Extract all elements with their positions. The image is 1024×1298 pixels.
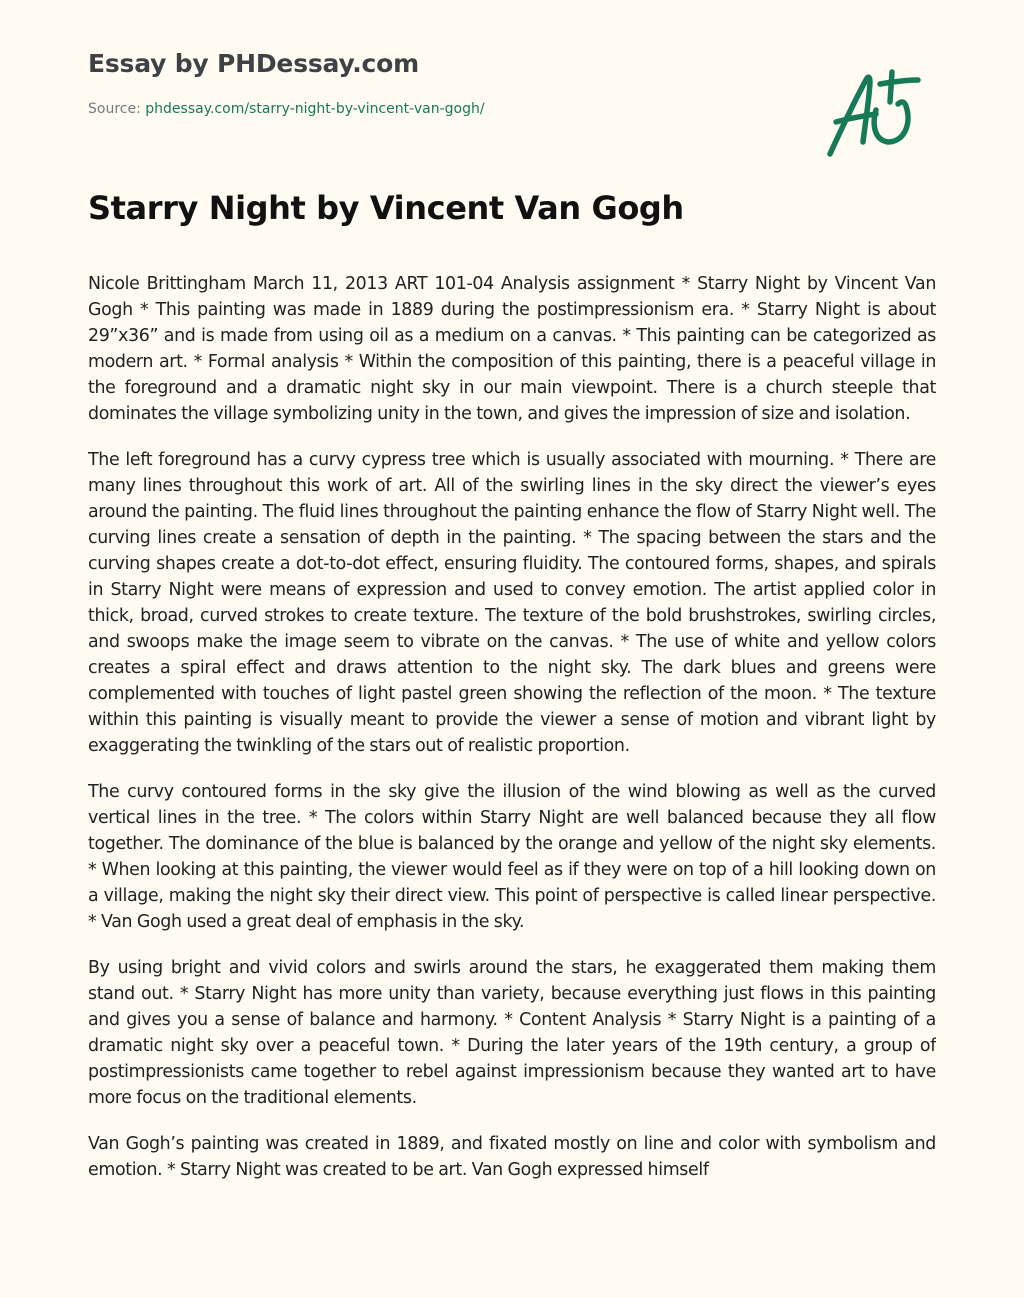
page-title: Starry Night by Vincent Van Gogh <box>88 189 684 227</box>
source-link[interactable]: phdessay.com/starry-night-by-vincent-van-gogh/ <box>145 101 485 117</box>
essay-body <box>88 271 936 1256</box>
source-line <box>88 101 485 117</box>
a-plus-grade-icon <box>820 62 930 162</box>
paragraph: The left foreground has a curvy cypress tree which is usually associated with mourning. * There are many lines throughout this work of art. All of the swirling lines in the sky direct the viewer’s eyes around the painting. The fluid lines throughout the painting enhance the flow of Starry Night well. The curving lines create a sensation of depth in the painting. * The spacing between the stars and the curving shapes create a dot-to-dot effect, ensuring fluidity. The contoured forms, shapes, and spirals in Starry Night were means of expression and used to convey emotion. The artist applied color in thick, broad, curved strokes to create texture. The texture of the bold brushstrokes, swirling circles, and swoops make the image seem to vibrate on the canvas. * The use of white and yellow colors creates a spiral effect and draws attention to the night sky. The dark blues and greens were complemented with touches of light pastel green showing the reflection of the moon. * The texture within this painting is visually meant to provide the viewer a sense of motion and vibrant light by exaggerating the twinkling of the stars out of realistic proportion. <box>88 450 936 756</box>
paragraph: The curvy contoured forms in the sky give the illusion of the wind blowing as well as the curved vertical lines in the tree. * The colors within Starry Night are well balanced because they all flow together. The dominance of the blue is balanced by the orange and yellow of the night sky elements. * When looking at this painting, the viewer would feel as if they were on top of a hill looking down on a village, making the night sky their direct view. This point of perspective is called linear perspective. * Van Gogh used a great deal of emphasis in the sky. <box>88 782 936 932</box>
paragraph: Van Gogh’s painting was created in 1889, and fixated mostly on line and color with symbolism and emotion. * Starry Night was created to be art. Van Gogh expressed himself <box>88 1134 936 1180</box>
source-label: Source: <box>88 101 146 117</box>
paragraph: By using bright and vivid colors and swirls around the stars, he exaggerated them making them stand out. * Starry Night has more unity than variety, because everything just flows in this painting and gives you a sense of balance and harmony. * Content Analysis * Starry Night is a painting of a dramatic night sky over a peaceful town. * During the later years of the 19th century, a group of postimpressionists came together to rebel against impressionism because they wanted art to have more focus on the traditional elements. <box>88 958 936 1108</box>
site-brand: Essay by PHDessay.com <box>88 49 419 78</box>
paragraph: Nicole Brittingham March 11, 2013 ART 101-04 Analysis assignment * Starry Night by Vincent Van Gogh * This painting was made in 1889 during the postimpressionism era. * Starry Night is about 29”x36” and is made from using oil as a medium on a canvas. * This painting can be categorized as modern art. * Formal analysis * Within the composition of this painting, there is a peaceful village in the foreground and a dramatic night sky in our main viewpoint. There is a church steeple that dominates the village symbolizing unity in the town, and gives the impression of size and isolation. <box>88 274 936 424</box>
